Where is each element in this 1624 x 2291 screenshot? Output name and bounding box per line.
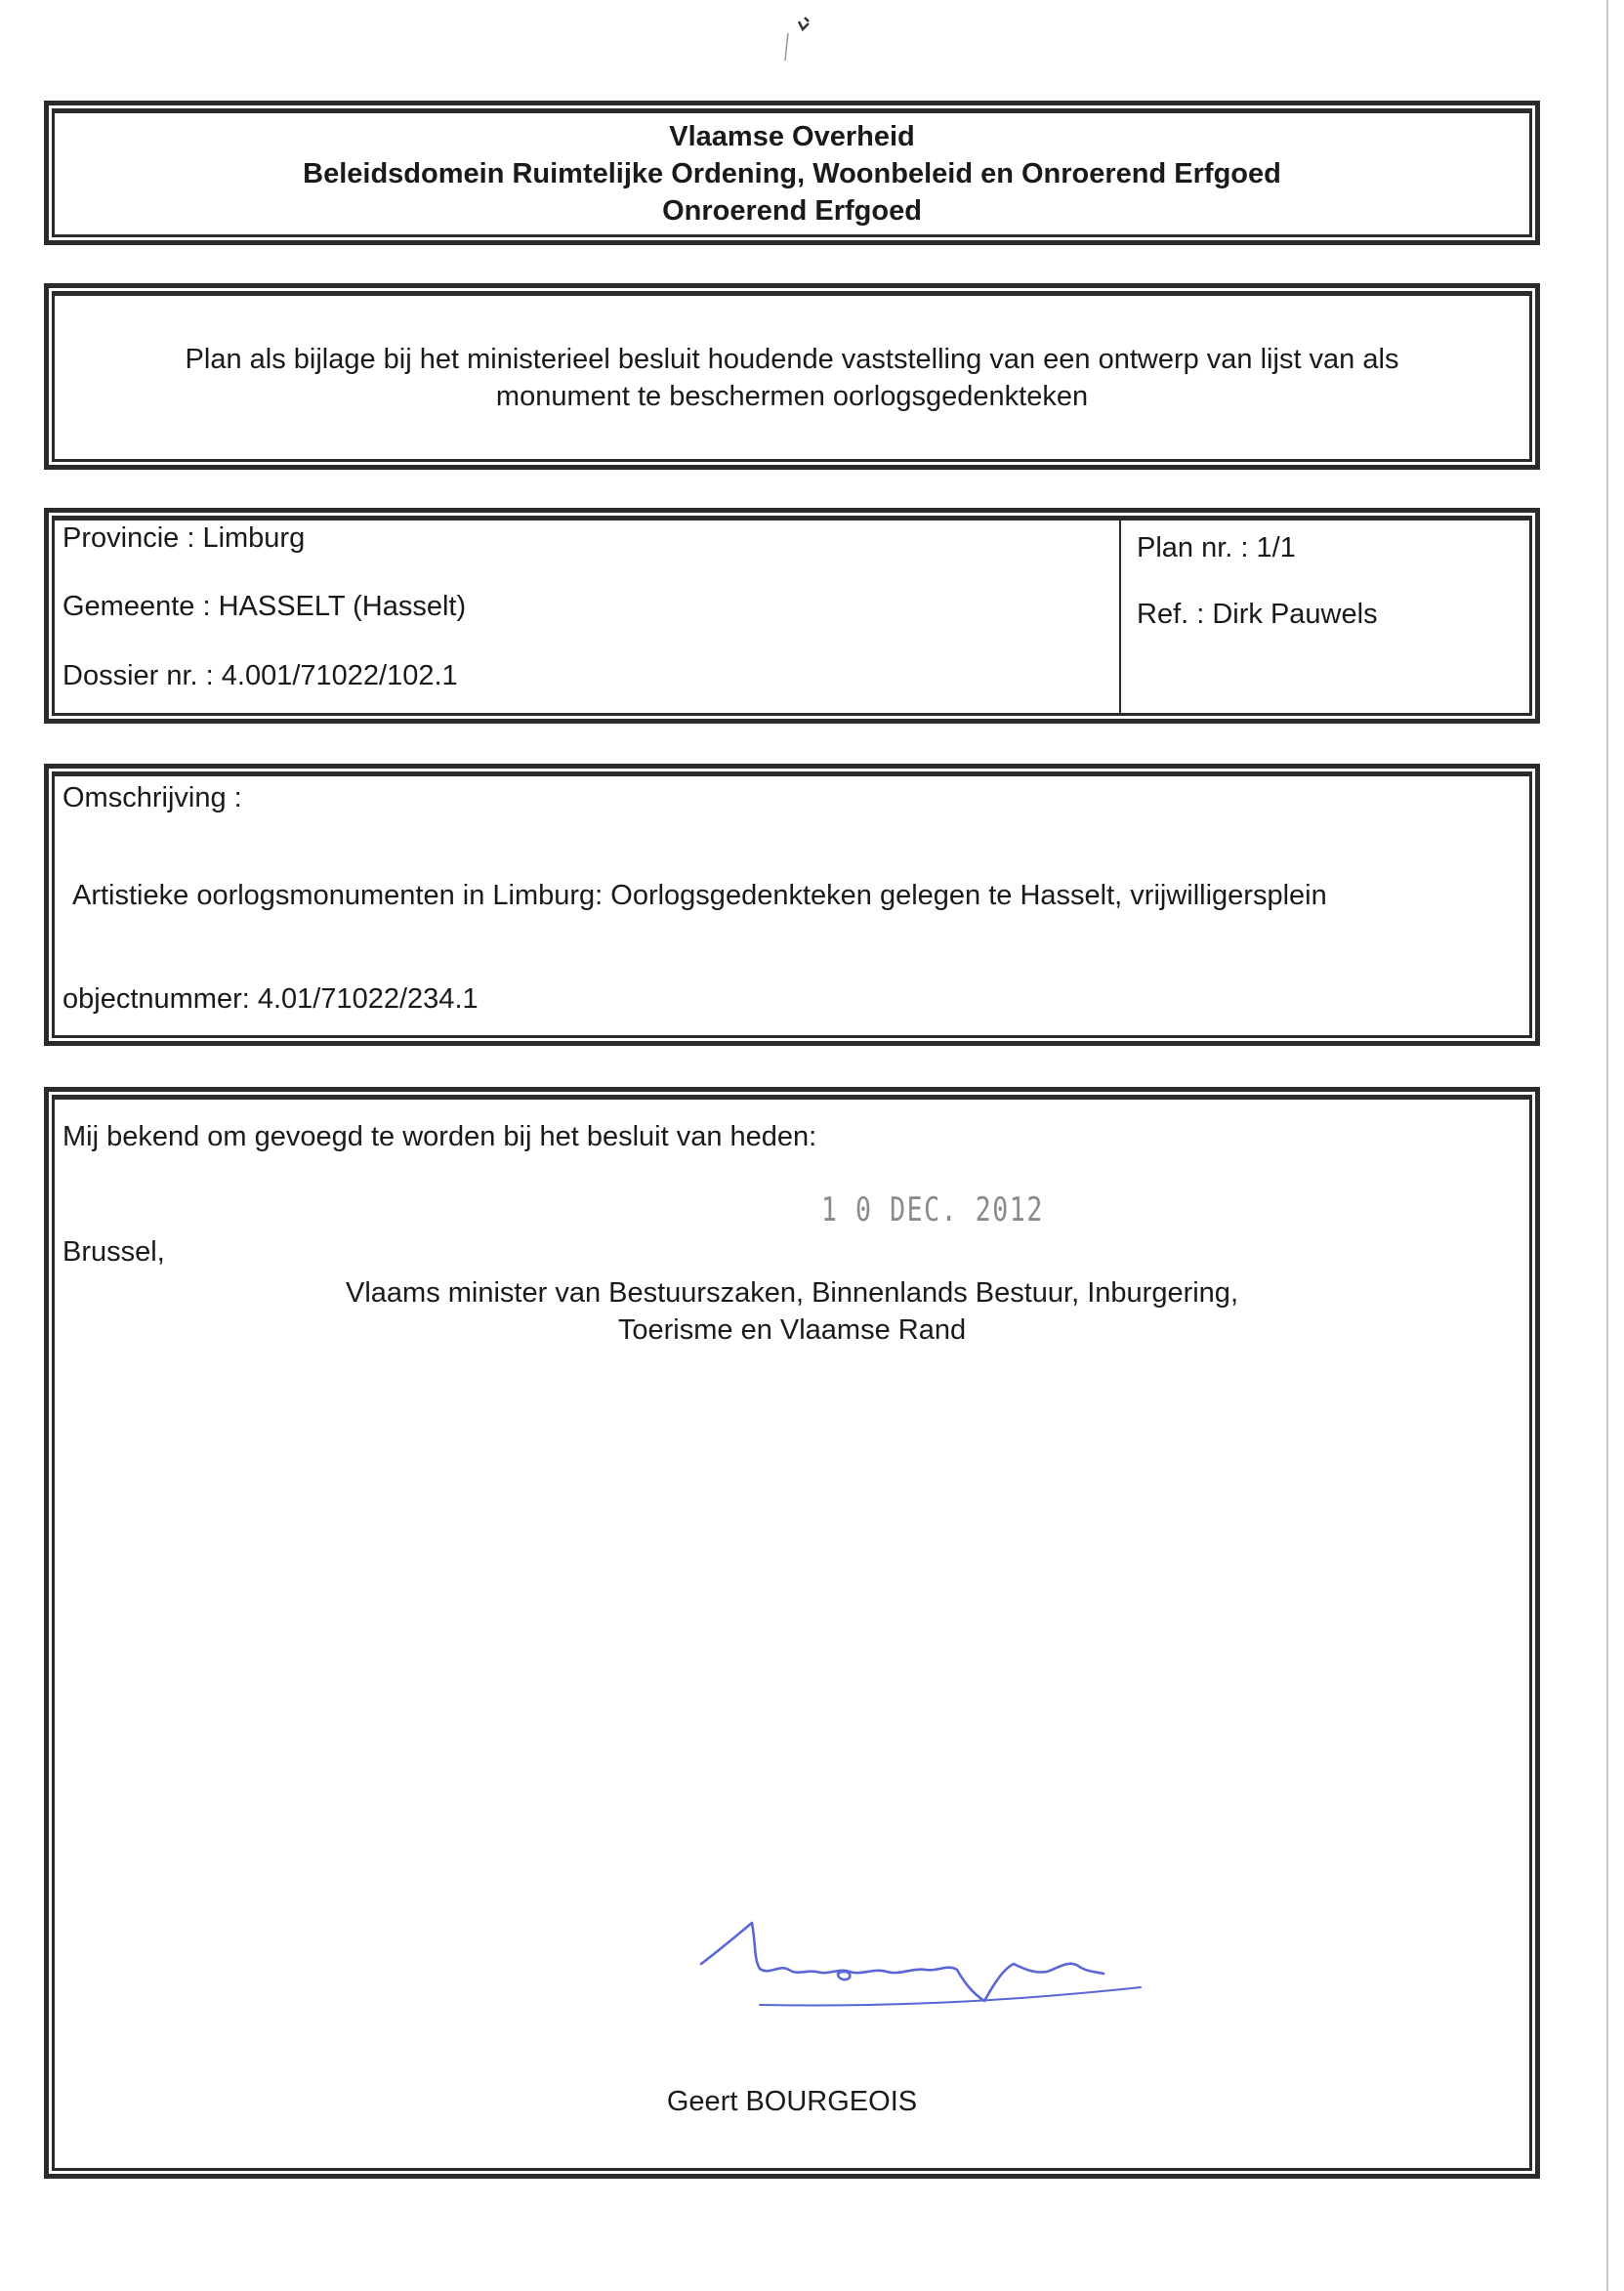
header-box	[44, 101, 1540, 245]
plan-text-line2: monument te beschermen oorlogsgedenkteken	[495, 380, 1089, 412]
header-agency: Onroerend Erfgoed	[662, 195, 922, 227]
provincie-field: Provincie : Limburg	[62, 522, 306, 554]
minister-title-line1: Vlaams minister van Bestuurszaken, Binnenlands Bestuur, Inburgering,	[346, 1277, 1238, 1309]
info-left-column	[55, 521, 1121, 713]
description-text: Artistieke oorlogsmonumenten in Limburg: Oorlogsgedenkteken gelegen te Hasselt, vrijwilligersplein	[72, 880, 1327, 911]
dossier-field: Dossier nr. : 4.001/71022/102.1	[62, 660, 458, 691]
date-stamp: 1 0 DEC. 2012	[821, 1190, 1044, 1229]
reference-field: Ref. : Dirk Pauwels	[1137, 599, 1378, 630]
signature-box	[44, 1087, 1540, 2179]
description-box	[44, 764, 1540, 1046]
handwritten-signature-icon	[682, 1915, 1150, 2032]
info-box	[44, 508, 1540, 724]
plan-number-field: Plan nr. : 1/1	[1137, 532, 1296, 563]
description-label: Omschrijving :	[62, 782, 242, 813]
object-number: objectnummer: 4.01/71022/234.1	[62, 983, 479, 1015]
info-right-column	[1121, 521, 1529, 713]
place-label: Brussel,	[62, 1236, 165, 1268]
approval-statement: Mij bekend om gevoegd te worden bij het besluit van heden:	[62, 1121, 817, 1152]
header-title: Vlaamse Overheid	[669, 121, 915, 152]
plan-text-line1: Plan als bijlage bij het ministerieel besluit houdende vaststelling van een ontwerp van lijst van als	[185, 343, 1399, 375]
gemeente-field: Gemeente : HASSELT (Hasselt)	[62, 591, 467, 622]
signatory-name: Geert BOURGEOIS	[666, 2086, 918, 2117]
handwritten-mark-icon	[781, 8, 820, 66]
minister-title-line2: Toerisme en Vlaamse Rand	[617, 1314, 967, 1346]
scan-edge-line	[1606, 0, 1608, 2291]
plan-box	[44, 283, 1540, 470]
header-policy-domain: Beleidsdomein Ruimtelijke Ordening, Woonbeleid en Onroerend Erfgoed	[303, 158, 1281, 189]
